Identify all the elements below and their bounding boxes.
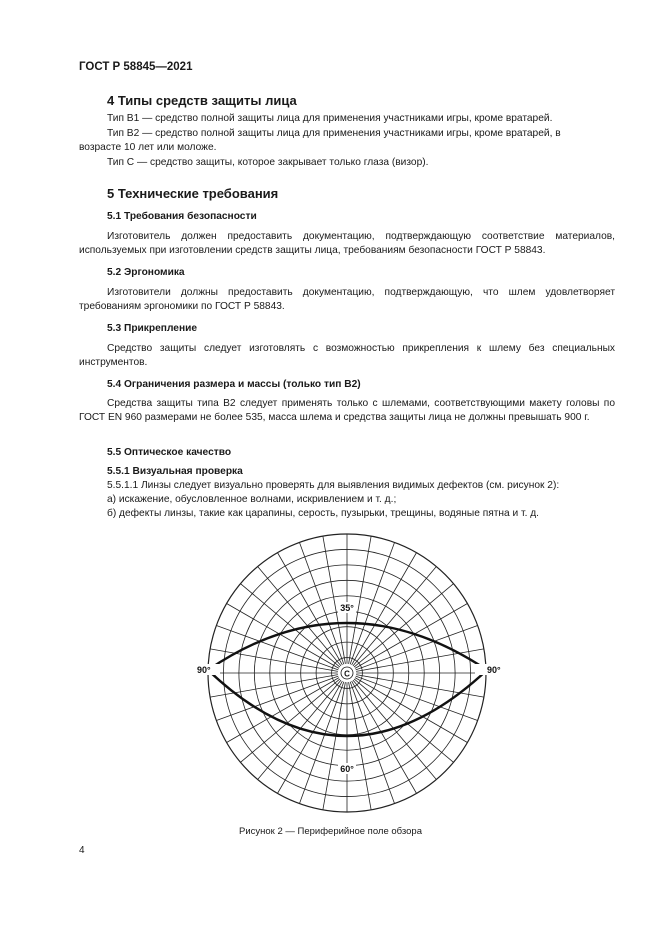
section-5-1-title: 5.1 Требования безопасности [107,211,257,222]
grid-spoke [299,682,343,804]
type-c-text: Тип C — средство защиты, которое закрывает только глаза (визор). [107,157,429,168]
peripheral-field-diagram [197,530,501,820]
figure-caption: Рисунок 2 — Периферийное поле обзора [239,826,422,837]
section-5-5-1-1-text: 5.5.1.1 Линзы следует визуально проверять для выявления видимых дефектов (см. рисунок 2): [107,480,560,491]
section-5-4-text: Средства защиты типа B2 следует применять только с шлемами, соответствующими макету головы по ГОСТ EN 960 размерами не более 535, масса шлема и средства защиты лица не должны превышать 900 г. [79,398,615,423]
grid-spoke [241,679,340,762]
section-5-5-title: 5.5 Оптическое качество [107,447,232,458]
left-angle-label: 90° [197,665,211,675]
defect-item-a: а) искажение, обусловленное волнами, искривлением и т. д.; [107,494,397,505]
grid-spoke [216,625,338,669]
top-angle-label: 35° [340,603,354,613]
section-5-2-text: Изготовители должны предоставить документацию, подтверждающую, что шлем удовлетворяет требованиям эргономики по ГОСТ Р 58843. [79,287,615,312]
type-b2-text-cont: возрасте 10 лет или моложе. [79,142,217,153]
document-header: ГОСТ Р 58845—2021 [79,61,193,73]
grid-spoke [355,604,467,669]
grid-spoke [227,604,339,669]
section-5-5-1-title: 5.5.1 Визуальная проверка [107,466,243,477]
grid-spoke [278,681,343,793]
grid-spoke [352,553,417,665]
type-b1-text: Тип B1 — средство полной защиты лица для применения участниками игры, кроме вратарей. [107,113,553,124]
right-angle-label: 90° [487,665,501,675]
grid-spoke [353,567,436,666]
grid-spoke [356,625,478,669]
grid-spoke [258,567,341,666]
section-4-title: 4 Типы средств защиты лица [107,93,297,108]
center-label: C [344,669,350,679]
page-number: 4 [79,845,85,856]
grid-spoke [299,542,343,664]
section-5-title: 5 Технические требования [107,186,279,201]
grid-spoke [353,680,436,779]
grid-spoke [350,682,394,804]
section-5-2-title: 5.2 Эргономика [107,267,185,278]
grid-spoke [354,679,453,762]
grid-spoke [352,681,417,793]
grid-spoke [356,676,478,720]
type-b2-text: Тип B2 — средство полной защиты лица для применения участниками игры, кроме вратарей, в [107,128,561,139]
grid-spoke [278,553,343,665]
section-5-3-title: 5.3 Прикрепление [107,323,198,334]
grid-spoke [216,676,338,720]
bottom-angle-label: 60° [340,764,354,774]
section-5-1-text: Изготовитель должен предоставить документацию, подтверждающую соответствие материалов, используемых при изготовлении средств защиты лица, требованиям безопасности ГОСТ Р 58843. [79,231,615,256]
grid-spoke [258,680,341,779]
grid-spoke [350,542,394,664]
section-5-3-text: Средство защиты следует изготовлять с возможностью прикрепления к шлему без специальных инструментов. [79,343,615,368]
defect-item-b: б) дефекты линзы, такие как царапины, серость, пузырьки, трещины, водяные пятна и т. д. [107,508,540,519]
section-5-4-title: 5.4 Ограничения размера и массы (только тип B2) [107,379,361,390]
